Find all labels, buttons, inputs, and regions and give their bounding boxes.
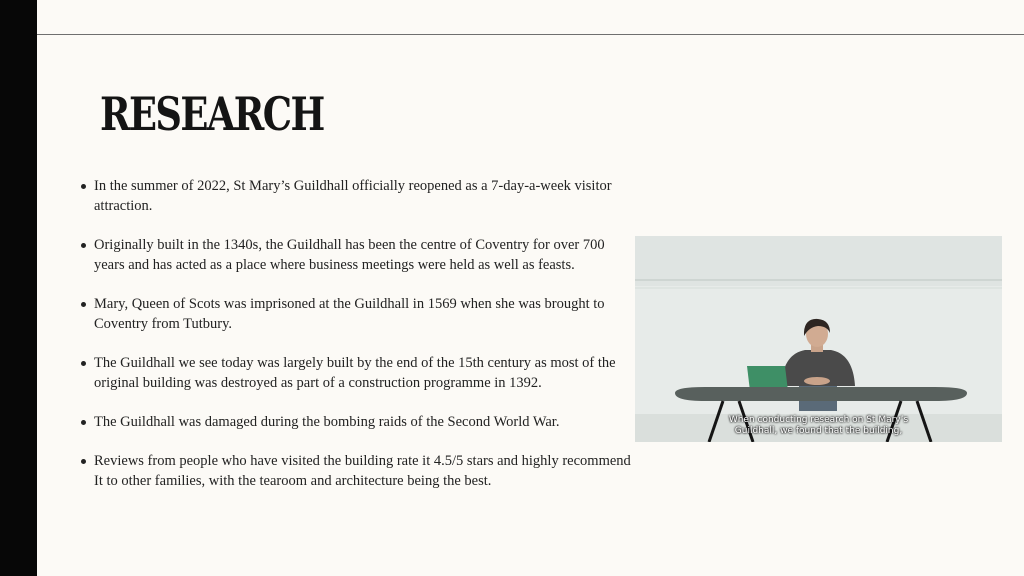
bullet-item: The Guildhall we see today was largely built by the end of the 15th century as most of the original building was destroyed as part of a construction programme in 1392.: [94, 353, 634, 393]
bullet-list: [94, 176, 634, 510]
left-accent-bar: [0, 0, 37, 576]
caption-line: Guildhall, we found that the building,: [734, 426, 903, 436]
bullet-item: In the summer of 2022, St Mary’s Guildhall officially reopened as a 7-day-a-week visitor attraction.: [94, 176, 634, 216]
video-caption: [635, 415, 1002, 437]
embedded-video[interactable]: [635, 236, 1002, 442]
bullet-item: Originally built in the 1340s, the Guildhall has been the centre of Coventry for over 700 years and has acted as a place where business meetings were held as well as feasts.: [94, 235, 634, 275]
bullet-item: The Guildhall was damaged during the bombing raids of the Second World War.: [94, 412, 634, 432]
bullet-item: Reviews from people who have visited the building rate it 4.5/5 stars and highly recommend It to other families, with the tearoom and architecture being the best.: [94, 451, 634, 491]
bullet-item: Mary, Queen of Scots was imprisoned at the Guildhall in 1569 when she was brought to Coventry from Tutbury.: [94, 294, 634, 334]
top-divider-line: [37, 34, 1024, 35]
slide-title: RESEARCH: [100, 87, 324, 141]
video-frame: [635, 236, 1002, 442]
caption-line: When conducting research on St Mary’s: [728, 415, 909, 425]
